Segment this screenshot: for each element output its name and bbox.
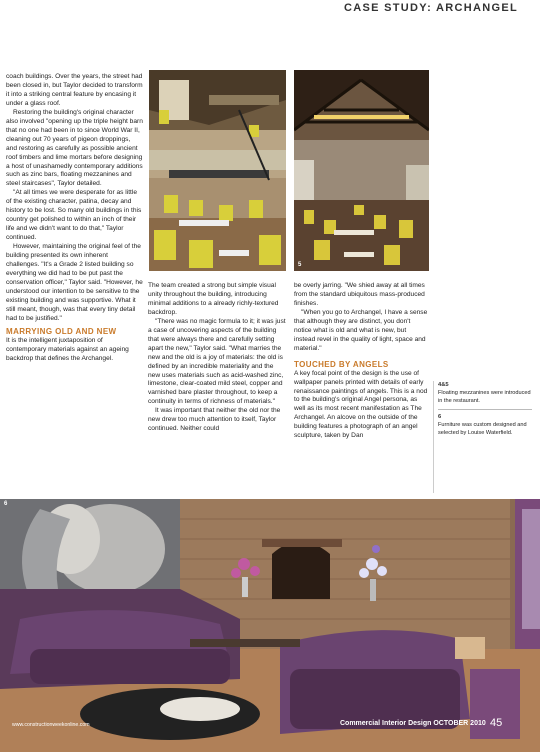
caption-number: 4&5 <box>438 382 449 388</box>
subheading: MARRYING OLD AND NEW <box>6 326 117 336</box>
paragraph: "There was no magic formula to it; it was just a case of uncovering aspects of the building that were always there and carefully setting apart the new," Taylor said. "What marries the new and the old is a joy of materials: the old is defined by an incredible materiality and the new uses materials such as acid-washed zinc, limestone, clear-coated mild steel, copper and varnished bare plaster throughout, to keep a continuity in terms of richness of materials." <box>148 317 286 406</box>
section-header: CASE STUDY: ARCHANGEL <box>344 2 518 14</box>
photo-number: 5 <box>298 262 302 268</box>
caption-text: Furniture was custom designed and selected by Louise Waterfield. <box>438 421 527 437</box>
caption-number: 6 <box>438 413 442 420</box>
paragraph: "At all times we were desperate for as little of the existing character, patina, decay and history to be lost. So many old buildings in this country get polished to within an inch of their life and we didn't want to do that," Taylor continued. <box>6 189 142 242</box>
page-number: 45 <box>490 717 503 729</box>
footer-url: www.constructionweekonline.com <box>12 722 90 728</box>
caption-column <box>438 381 534 437</box>
paragraph: The team created a strong but simple visual unity throughout the building, introducing minimal additions to a already richly-textured backdrop. <box>148 282 279 316</box>
paragraph: It was important that neither the old nor the new drew too much attention to itself, Taylor continued. Neither could <box>148 407 281 433</box>
paragraph: coach buildings. Over the years, the street had been closed in, but Taylor decided to transform it into a striking central feature by encasing it under a glass roof. <box>6 73 143 107</box>
paragraph: A key focal point of the design is the use of wallpaper panels printed with details of early renaissance paintings of angels. This is a nod to the building's original Angel persona, as well as its most recent manifestation as The Archangel. An alcove on the outside of the building features a photograph of an angel sculpture, taken by Dan <box>294 369 428 440</box>
caption-text: Floating mezzanines were introduced in the restaurant. <box>438 390 531 405</box>
caption-separator <box>438 409 532 410</box>
footer-magazine: Commercial Interior Design OCTOBER 2010 <box>340 720 486 727</box>
lounge-fireplace-photo <box>0 499 540 752</box>
paragraph: "When you go to Archangel, I have a sense that although they are distinct, you don't notice what is old and what is new, but instead revel in the quality of light, space and material." <box>294 308 428 352</box>
restaurant-interior-photo <box>149 70 286 271</box>
body-column-3 <box>294 282 429 441</box>
body-column-1 <box>6 73 143 364</box>
photo-number: 6 <box>4 501 8 507</box>
body-column-2 <box>148 282 286 434</box>
paragraph: Restoring the building's original character also involved "opening up the triple height barn that no one had been in to since World War II, cleaning out 70 years of pigeon droppings, and restoring as carefully as possible ancient roof timbers and lime mortars before designing a host of unashamedly contemporary additions such as zinc bars, floating mezzanines and steel staircases", Taylor detailed. <box>6 108 143 188</box>
barn-restaurant-photo <box>294 70 429 271</box>
paragraph: be overly jarring. "We shied away at all times from the standard ubiquitous mass-produced finishes. <box>294 282 425 307</box>
paragraph: However, maintaining the original feel of the building presented its own inherent challenges. "It's a Grade 2 listed building so everything we did had to be put past the conservation officer," Taylor said. "However, he understood our intention to be sensitive to the existing building and was supportive. What it still meant, though, was that every tiny detail had to be justified." <box>6 243 143 322</box>
caption-divider <box>433 381 434 493</box>
subheading: TOUCHED BY ANGELS <box>294 359 389 369</box>
paragraph: It is the intelligent juxtaposition of contemporary materials against an ageing backdrop that defines the Archangel. <box>6 336 129 362</box>
